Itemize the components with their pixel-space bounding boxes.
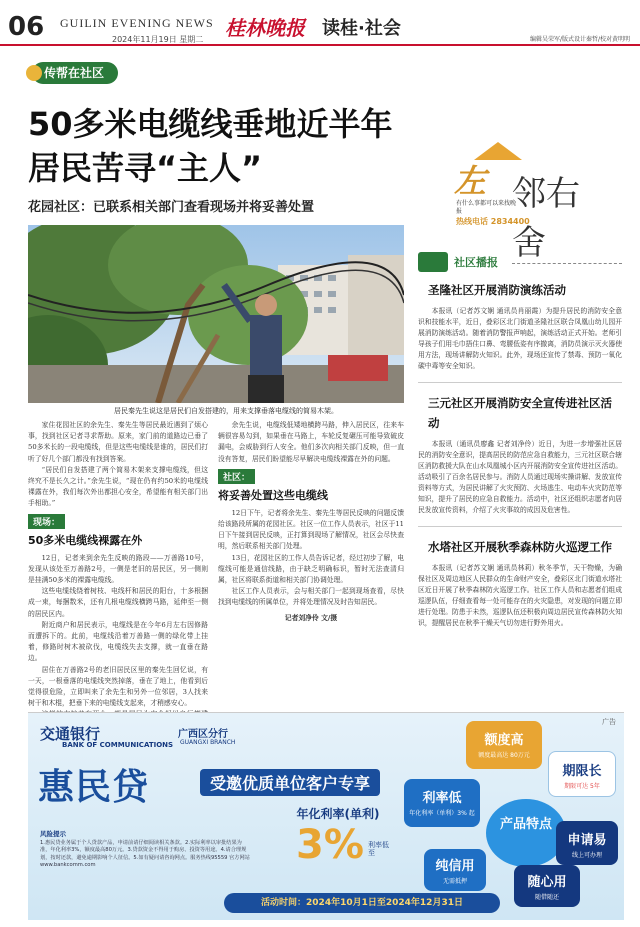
feature-desc: 额度最高达 80万元 <box>478 752 530 759</box>
headline-line-2: 居民苦寻“主人” <box>28 149 263 187</box>
broadcast-icon <box>418 252 448 272</box>
brief-title: 水塔社区开展秋季森林防火巡逻工作 <box>428 540 612 554</box>
ad-label: 广告 <box>602 718 616 726</box>
page-header <box>0 0 640 46</box>
article-paragraph: 社区工作人员表示，会与相关部门一起到现场查看，尽快找到电缆线的所属单位，并将处理情况及时告知居民。 <box>218 587 404 607</box>
paper-name: GUILIN EVENING NEWS <box>60 16 214 30</box>
feature-title: 额度高 <box>484 733 524 748</box>
article-column-2 <box>218 420 404 624</box>
article-paragraph: 附近商户和居民表示，电缆线是在今年6月左右因修路而遭拆下的。此前，电缆线沿着万善路一侧的绿化带上挂着，修路时树木被砍伐，电缆线失去支撑，就一直垂在路边。 <box>28 620 208 663</box>
risk-title: 风险提示 <box>40 830 66 838</box>
zuolin-char-2: 邻右舍 <box>512 174 580 263</box>
feature-flexible <box>514 865 580 907</box>
byline: 记者刘净伶 文/摄 <box>284 613 338 622</box>
feature-desc: 线上可办理 <box>571 852 602 859</box>
feature-title: 期限长 <box>562 764 602 779</box>
feature-title: 随心用 <box>527 875 567 890</box>
editor-credits: 编辑吴荣军/版式设计秦哲/校对黄明明 <box>529 36 630 43</box>
bank-advertisement <box>28 712 624 920</box>
feature-amount <box>466 721 542 769</box>
feature-title: 产品特点 <box>499 817 552 832</box>
headline <box>28 102 393 190</box>
rate-label: 年化利率(单利) <box>296 807 380 821</box>
brief-label: 社区播报 <box>454 256 498 269</box>
rate-unit: 利率低至 <box>368 841 389 857</box>
headline-line-1: 50多米电缆线垂地近半年 <box>28 105 393 143</box>
article-column-1 <box>28 420 208 732</box>
feature-desc: 无需抵押 <box>442 878 467 885</box>
feature-credit <box>424 849 486 891</box>
brief-body: 本报讯（记者苏文娴 通讯员肖丽霞）为提升居民的消防安全意识和技能水平，近日，叠彩区北门街道圣隆社区联合凤凰山幼儿园开展消防演练活动。随着消防警报声响起，演练活动正式开始。老师引导孩子们用毛巾捂住口鼻、弯腰低姿有序撤离，消防员演示灭火器使用方法，现场讲解防火知识。此外，现场还宣传了禁毒、预防一氧化碳中毒等安全知识。 <box>418 307 622 370</box>
article-paragraph: 家住花园社区的余先生、秦先生等居民最近遇到了烦心事，找到社区记者寻求帮助。原来，家门前的道路边已垂了50多米长的一段电缆线，但是这些电缆线是谁的，居民们打听了好几个部门都没有找到答案。 <box>28 421 208 463</box>
newspaper-logo: 桂林晚报 <box>225 16 305 40</box>
article-paragraph: 13日，花园社区的工作人员告诉记者，经过初步了解，电缆线可能是通信线路，由于缺乏明确标识，暂时无法查清归属，社区将联系街道和相关部门协调处理。 <box>218 553 404 585</box>
brief-body: 本报讯（记者苏文娴 通讯员林莉）秋冬季节，天干物燥，为确保社区及周边地区人民群众的生命财产安全，叠彩区北门街道水塔社区近日开展了秋季森林防火巡逻工作。社区工作人员和志愿者们组成巡逻队伍，仔细查看每一处可能存在的火灾隐患，对发现的问题立即进行处理。防患于未然，巡逻队伍还积极向周边居民宣传森林防火知识，提醒居民在秋季干燥天气切勿进行野外用火。 <box>418 564 622 627</box>
feature-center <box>486 799 566 867</box>
section-title-community: 将妥善处置这些电缆线 <box>218 488 328 502</box>
bank-name-en: BANK OF COMMUNICATIONS <box>62 741 174 749</box>
section-tag-community: 社区： <box>218 469 255 484</box>
feature-title: 申请易 <box>567 833 607 848</box>
column-tag: 传帮在社区 <box>32 62 118 84</box>
zuolin-char-1: 左 <box>454 162 487 200</box>
feature-desc: 随借随还 <box>534 894 559 901</box>
page-number: 06 <box>8 12 45 42</box>
period-label: 活动时间： <box>261 898 307 908</box>
photo-caption: 居民秦先生说这是居民们自发搭建的，用来支撑垂落电缆线的简易木架。 <box>114 407 338 415</box>
campaign-period <box>224 893 500 913</box>
risk-disclosure <box>40 831 250 870</box>
invite-banner: 受邀优质单位客户专享 <box>200 769 380 796</box>
feature-rate <box>404 779 480 827</box>
period-value: 2024年10月1日至2024年12月31日 <box>306 898 463 908</box>
section-title-scene: 50多米电缆线裸露在外 <box>28 533 143 547</box>
rate-value: 3% <box>296 822 364 868</box>
news-photo <box>28 225 404 403</box>
subheadline: 花园社区：已联系相关部门查看现场并将妥善处置 <box>28 200 315 215</box>
feature-title: 纯信用 <box>435 859 475 874</box>
feature-desc: 期限可达 5年 <box>564 783 600 790</box>
product-name: 惠民贷 <box>38 767 150 808</box>
photo-illustration <box>28 225 404 403</box>
article-paragraph: 12日下午，记者将余先生、秦先生等居民反映的问题反馈给该路段所属的花园社区。社区一位工作人员表示，社区于11日下午接到居民反映，正打算到现场了解情况，社区会尽快查明，然后联系相关部门处理。 <box>218 508 404 551</box>
bank-name: 交通银行 <box>40 725 101 743</box>
article-paragraph: 12日，记者来到余先生反映的路段——万善路10号，发现从该处至万善路2号，一侧是老旧的居民区，另一侧则是挂满50多米的裸露电缆线。 <box>28 553 208 585</box>
rate-box <box>268 805 408 868</box>
branch-name: 广西区分行 <box>178 729 228 740</box>
article-paragraph: 这些电缆线绕着树枝、电线杆和居民的阳台，十多根捆成一束，每捆数米，还有几根电缆线横跨马路，延伸至一侧的居民区内。 <box>28 587 208 618</box>
article-paragraph: “居民们自发搭建了两个简易木架来支撑电缆线，但这终究不是长久之计。”余先生说，“现在仍有约50米的电缆线裸露在外，我们每次外出都担心安全，希望能有相关部门出手相助。” <box>28 465 208 508</box>
risk-text: 1.惠民贷业务属于个人贷款产品，申请前请仔细阅读相关条款。2.实际利率以审批结果为准，年化利率3%，额度最高80万元。3.贷款资金不得用于购房、投资等用途。4.请合理规划，按时还款，避免逾期影响个人征信。5.如有疑问请咨询网点。服务热线95559 官方网站www.bankcomm.com <box>40 839 250 869</box>
hotline-phone: 热线电话 2834400 <box>456 217 530 226</box>
feature-desc: 年化利率（单利）3% 起 <box>409 810 475 817</box>
divider <box>418 382 622 383</box>
feature-term <box>548 751 616 797</box>
issue-date: 2024年11月19日 星期二 <box>112 35 204 44</box>
brief-header <box>418 244 622 270</box>
branch-name-en: GUANGXI BRANCH <box>180 739 236 746</box>
divider <box>512 263 622 264</box>
brief-body: 本报讯（通讯员廖鑫 记者刘净伶）近日，为进一步增强社区居民的消防安全意识，提高居民的防范应急自救能力，三元社区联合辖区消防救援大队在山水凤凰城小区内开展消防安全宣传进社区活动。活动吸引了百余名居民参与。消防人员通过现场实操讲解、发放宣传资料等方式，为居民讲解了火灾预防、火场逃生、电动车火灾防范等知识，提升了居民的应急自救能力。活动中，社区还组织志愿者向居民发放宣传资料，介绍了火灾事故的成因及危害性。 <box>418 440 622 514</box>
feature-apply <box>556 821 618 865</box>
section-tag-scene: 现场： <box>28 514 65 529</box>
divider <box>418 526 622 527</box>
brief-title: 三元社区开展消防安全宣传进社区活动 <box>428 396 612 430</box>
article-paragraph: 居住在万善路2号的老旧居民区里的秦先生回忆说，有一天，一根垂落的电缆线突然掉落，垂在了地上，他看到后觉得很危险，立即叫来了余先生和另外一位邻居，3人找来树干和木棍，把垂下来的电缆线支起来，才稍感安心。 <box>28 665 208 708</box>
brief-title: 圣隆社区开展消防演练活动 <box>428 283 566 297</box>
feature-title: 利率低 <box>422 791 462 806</box>
zuolin-slogan: 有什么事都可以来找晚报 <box>456 200 517 215</box>
community-briefs <box>418 244 622 629</box>
section-name: 读桂·社会 <box>322 18 401 39</box>
article-paragraph: 余先生说，电缆线低矮地横跨马路，伸入居民区，往来车辆很容易勾到，如果垂在马路上，车轮反复碾压可能导致破皮漏电，会威胁到行人安全。他们多次向相关部门反映，但一直没有答复，居民们盼望能尽早解决电缆线裸露在外的问题。 <box>218 421 404 463</box>
